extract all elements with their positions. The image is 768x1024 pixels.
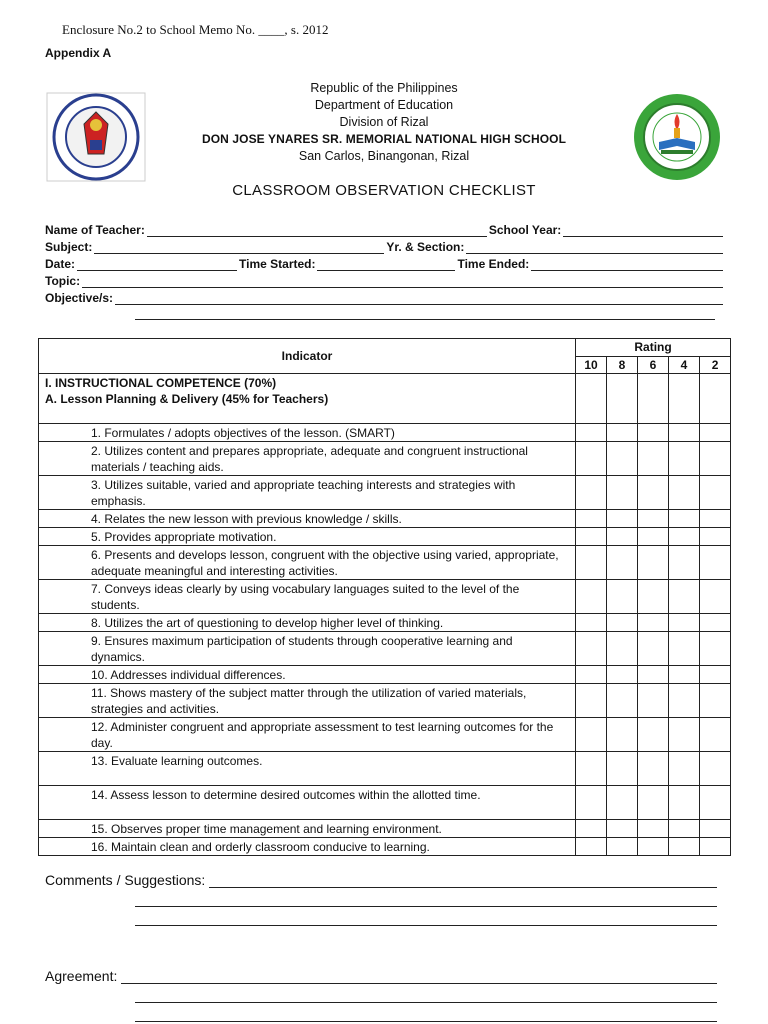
date-label: Date: — [45, 257, 76, 271]
table-row — [39, 614, 731, 632]
rating-cell[interactable] — [700, 752, 731, 786]
rating-cell[interactable] — [700, 838, 731, 856]
section-label: Yr. & Section: — [386, 240, 465, 254]
indicator-text: 14. Assess lesson to determine desired outcomes within the allotted time. — [39, 786, 576, 820]
table-row — [39, 424, 731, 442]
agreement-label: Agreement: — [45, 968, 118, 984]
indicator-text: 3. Utilizes suitable, varied and appropriate teaching interests and strategies with emphasis. — [39, 476, 576, 510]
rating-cell[interactable] — [607, 666, 638, 684]
rating-cell[interactable] — [700, 718, 731, 752]
rating-cell[interactable] — [669, 838, 700, 856]
page-title: CLASSROOM OBSERVATION CHECKLIST — [232, 182, 536, 199]
table-row — [39, 546, 731, 580]
rating-cell[interactable] — [607, 718, 638, 752]
indicator-text: 2. Utilizes content and prepares appropriate, adequate and congruent instructional materials / teaching aids. — [39, 442, 576, 476]
rating-cell[interactable] — [576, 374, 607, 424]
score-header-2: 2 — [700, 356, 731, 374]
table-row — [39, 718, 731, 752]
agreement-field-line-3[interactable] — [135, 1009, 717, 1022]
header-republic: Republic of the Philippines — [310, 81, 458, 95]
rating-cell[interactable] — [576, 580, 607, 614]
indicator-text: 15. Observes proper time management and learning environment. — [39, 820, 576, 838]
score-header-8: 8 — [607, 356, 638, 374]
rating-cell[interactable] — [576, 684, 607, 718]
rating-cell[interactable] — [576, 632, 607, 666]
teacher-name-field[interactable] — [147, 225, 487, 237]
indicator-text: 1. Formulates / adopts objectives of the lesson. (SMART) — [39, 424, 576, 442]
rating-cell[interactable] — [638, 786, 669, 820]
rating-cell[interactable] — [669, 580, 700, 614]
rating-cell[interactable] — [669, 510, 700, 528]
rating-cell[interactable] — [700, 632, 731, 666]
rating-cell[interactable] — [576, 528, 607, 546]
table-row — [39, 820, 731, 838]
indicator-text: 11. Shows mastery of the subject matter through the utilization of varied materials, strategies and activities. — [39, 684, 576, 718]
indicator-text: 7. Conveys ideas clearly by using vocabulary languages suited to the level of the students. — [39, 580, 576, 614]
enclosure-note: Enclosure No.2 to School Memo No. ____, s. 2012 — [62, 22, 329, 37]
indicator-rows — [39, 424, 731, 856]
table-row — [39, 476, 731, 510]
rating-cell[interactable] — [700, 476, 731, 510]
rating-cell[interactable] — [669, 666, 700, 684]
rating-cell[interactable] — [638, 838, 669, 856]
rating-cell[interactable] — [669, 786, 700, 820]
header-school-name: DON JOSE YNARES SR. MEMORIAL NATIONAL HIGH SCHOOL — [201, 132, 567, 146]
time-ended-field[interactable] — [531, 259, 723, 271]
table-row — [39, 442, 731, 476]
rating-cell[interactable] — [669, 614, 700, 632]
rating-cell[interactable] — [638, 424, 669, 442]
rating-cell[interactable] — [638, 632, 669, 666]
indicator-text: 9. Ensures maximum participation of students through cooperative learning and dynamics. — [39, 632, 576, 666]
rating-cell[interactable] — [700, 510, 731, 528]
comments-field[interactable] — [209, 875, 717, 888]
indicator-text: 5. Provides appropriate motivation. — [39, 528, 576, 546]
rating-cell[interactable] — [607, 442, 638, 476]
rating-cell[interactable] — [638, 820, 669, 838]
rating-cell[interactable] — [700, 580, 731, 614]
appendix-label: Appendix A — [45, 46, 112, 60]
rating-cell[interactable] — [576, 718, 607, 752]
observation-checklist-table — [38, 338, 731, 856]
indicator-text: 4. Relates the new lesson with previous knowledge / skills. — [39, 510, 576, 528]
header-department: Department of Education — [314, 98, 454, 112]
comments-label: Comments / Suggestions: — [45, 872, 206, 888]
date-field[interactable] — [77, 259, 237, 271]
rating-cell[interactable] — [638, 442, 669, 476]
rating-cell[interactable] — [638, 476, 669, 510]
rating-cell[interactable] — [576, 546, 607, 580]
rating-cell[interactable] — [607, 424, 638, 442]
indicator-text: 6. Presents and develops lesson, congruent with the objective using varied, appropriate, adequate meaningful and interesting activities. — [39, 546, 576, 580]
subject-label: Subject: — [45, 240, 93, 254]
rating-cell[interactable] — [638, 614, 669, 632]
objectives-label: Objective/s: — [45, 291, 114, 305]
rating-cell[interactable] — [607, 684, 638, 718]
time-started-label: Time Started: — [239, 257, 316, 271]
rating-cell[interactable] — [669, 820, 700, 838]
rating-cell[interactable] — [576, 786, 607, 820]
comments-field-line-2[interactable] — [135, 894, 717, 907]
rating-cell[interactable] — [576, 666, 607, 684]
rating-cell[interactable] — [700, 614, 731, 632]
table-row — [39, 786, 731, 820]
rating-cell[interactable] — [669, 546, 700, 580]
rating-cell[interactable] — [638, 684, 669, 718]
table-row — [39, 752, 731, 786]
header-address: San Carlos, Binangonan, Rizal — [298, 149, 470, 163]
rating-cell[interactable] — [576, 752, 607, 786]
rating-cell[interactable] — [576, 510, 607, 528]
indicator-text: 8. Utilizes the art of questioning to develop higher level of thinking. — [39, 614, 576, 632]
teacher-name-label: Name of Teacher: — [45, 223, 145, 237]
subsection-title: A. Lesson Planning & Delivery (45% for Teachers) — [45, 392, 329, 406]
rating-cell[interactable] — [700, 820, 731, 838]
rating-cell[interactable] — [638, 510, 669, 528]
rating-cell[interactable] — [576, 838, 607, 856]
topic-label: Topic: — [45, 274, 81, 288]
rating-cell[interactable] — [638, 580, 669, 614]
comments-field-line-3[interactable] — [135, 913, 717, 926]
rating-cell[interactable] — [700, 786, 731, 820]
rating-cell[interactable] — [607, 476, 638, 510]
rating-cell[interactable] — [700, 546, 731, 580]
rating-cell[interactable] — [607, 820, 638, 838]
table-row — [39, 510, 731, 528]
rating-cell[interactable] — [607, 546, 638, 580]
rating-cell[interactable] — [638, 374, 669, 424]
rating-cell[interactable] — [607, 786, 638, 820]
rating-header: Rating — [576, 339, 731, 357]
rating-cell[interactable] — [638, 666, 669, 684]
rating-cell[interactable] — [607, 510, 638, 528]
topic-field[interactable] — [82, 276, 723, 288]
comments-section — [45, 868, 717, 1022]
indicator-header: Indicator — [39, 339, 576, 374]
section-field[interactable] — [466, 242, 723, 254]
rating-cell[interactable] — [607, 580, 638, 614]
header-division: Division of Rizal — [339, 115, 429, 129]
rating-cell[interactable] — [607, 838, 638, 856]
rating-cell[interactable] — [669, 684, 700, 718]
agreement-field-line-2[interactable] — [135, 990, 717, 1003]
rating-cell[interactable] — [669, 528, 700, 546]
objectives-field[interactable] — [115, 293, 723, 305]
rating-cell[interactable] — [700, 684, 731, 718]
rating-cell[interactable] — [669, 442, 700, 476]
rating-cell[interactable] — [669, 632, 700, 666]
table-row — [39, 580, 731, 614]
objectives-field-line-2[interactable] — [135, 308, 715, 320]
teacher-info-fields — [45, 220, 725, 320]
rating-cell[interactable] — [607, 374, 638, 424]
rating-cell[interactable] — [576, 820, 607, 838]
table-row — [39, 838, 731, 856]
rating-cell[interactable] — [576, 424, 607, 442]
letterhead — [0, 80, 768, 165]
rating-cell[interactable] — [638, 528, 669, 546]
rating-cell[interactable] — [669, 752, 700, 786]
agreement-field[interactable] — [121, 971, 717, 984]
indicator-text: 16. Maintain clean and orderly classroom conducive to learning. — [39, 838, 576, 856]
school-year-field[interactable] — [563, 225, 723, 237]
score-header-4: 4 — [669, 356, 700, 374]
rating-cell[interactable] — [700, 374, 731, 424]
score-header-6: 6 — [638, 356, 669, 374]
rating-cell[interactable] — [638, 718, 669, 752]
score-header-10: 10 — [576, 356, 607, 374]
indicator-text: 12. Administer congruent and appropriate assessment to test learning outcomes for the day. — [39, 718, 576, 752]
section-heading — [39, 374, 576, 424]
rating-cell[interactable] — [607, 528, 638, 546]
rating-cell[interactable] — [576, 442, 607, 476]
rating-cell[interactable] — [576, 476, 607, 510]
table-row — [39, 666, 731, 684]
rating-cell[interactable] — [638, 546, 669, 580]
section-title: I. INSTRUCTIONAL COMPETENCE (70%) — [45, 376, 277, 390]
rating-cell[interactable] — [607, 752, 638, 786]
rating-cell[interactable] — [638, 752, 669, 786]
school-year-label: School Year: — [488, 223, 562, 237]
rating-cell[interactable] — [700, 666, 731, 684]
rating-cell[interactable] — [669, 476, 700, 510]
rating-cell[interactable] — [576, 614, 607, 632]
rating-cell[interactable] — [700, 442, 731, 476]
rating-cell[interactable] — [669, 424, 700, 442]
rating-cell[interactable] — [669, 718, 700, 752]
table-row — [39, 684, 731, 718]
rating-cell[interactable] — [607, 632, 638, 666]
indicator-text: 13. Evaluate learning outcomes. — [39, 752, 576, 786]
indicator-text: 10. Addresses individual differences. — [39, 666, 576, 684]
rating-cell[interactable] — [700, 528, 731, 546]
table-row — [39, 632, 731, 666]
rating-cell[interactable] — [669, 374, 700, 424]
rating-cell[interactable] — [700, 424, 731, 442]
table-row — [39, 528, 731, 546]
time-ended-label: Time Ended: — [457, 257, 530, 271]
time-started-field[interactable] — [317, 259, 455, 271]
rating-cell[interactable] — [607, 614, 638, 632]
subject-field[interactable] — [94, 242, 384, 254]
